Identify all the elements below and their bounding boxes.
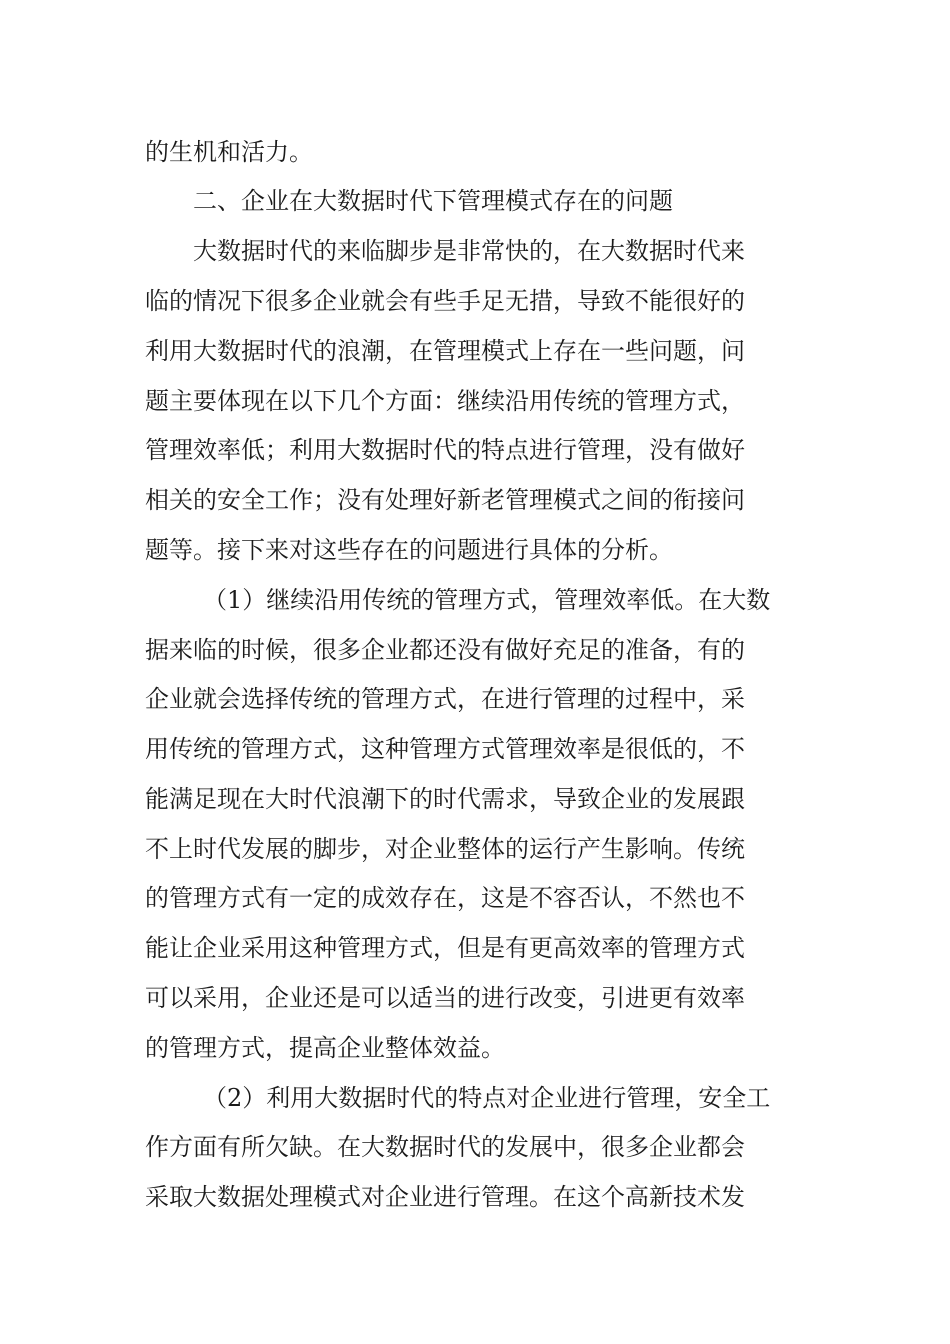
text-line: 据来临的时候，很多企业都还没有做好充足的准备，有的 xyxy=(145,636,745,664)
text-line: 相关的安全工作；没有处理好新老管理模式之间的衔接问 xyxy=(145,486,745,514)
text-line: 的生机和活力。 xyxy=(145,138,313,166)
text-line: 作方面有所欠缺。在大数据时代的发展中，很多企业都会 xyxy=(145,1133,745,1161)
text-line: 用传统的管理方式，这种管理方式管理效率是很低的，不 xyxy=(145,735,745,763)
text-line: 能满足现在大时代浪潮下的时代需求，导致企业的发展跟 xyxy=(145,785,745,813)
text-line: 不上时代发展的脚步，对企业整体的运行产生影响。传统 xyxy=(145,835,745,863)
subsection-line: （1）继续沿用传统的管理方式，管理效率低。在大数 xyxy=(203,586,771,614)
text-line: 利用大数据时代的浪潮，在管理模式上存在一些问题，问 xyxy=(145,337,745,365)
text-line: 的管理方式，提高企业整体效益。 xyxy=(145,1034,505,1062)
text-line: 题等。接下来对这些存在的问题进行具体的分析。 xyxy=(145,536,673,564)
text-line: 大数据时代的来临脚步是非常快的，在大数据时代来 xyxy=(193,237,745,265)
subsection-line: （2）利用大数据时代的特点对企业进行管理，安全工 xyxy=(203,1084,771,1112)
text-line: 企业就会选择传统的管理方式，在进行管理的过程中，采 xyxy=(145,685,745,713)
text-line: 采取大数据处理模式对企业进行管理。在这个高新技术发 xyxy=(145,1183,745,1211)
text-line: 管理效率低；利用大数据时代的特点进行管理，没有做好 xyxy=(145,436,745,464)
text-line: 临的情况下很多企业就会有些手足无措，导致不能很好的 xyxy=(145,287,745,315)
text-line: 可以采用，企业还是可以适当的进行改变，引进更有效率 xyxy=(145,984,745,1012)
text-line: 题主要体现在以下几个方面：继续沿用传统的管理方式， xyxy=(145,387,745,415)
text-line: 能让企业采用这种管理方式，但是有更高效率的管理方式 xyxy=(145,934,745,962)
text-line: 的管理方式有一定的成效存在，这是不容否认，不然也不 xyxy=(145,884,745,912)
section-heading: 二、企业在大数据时代下管理模式存在的问题 xyxy=(193,187,673,215)
